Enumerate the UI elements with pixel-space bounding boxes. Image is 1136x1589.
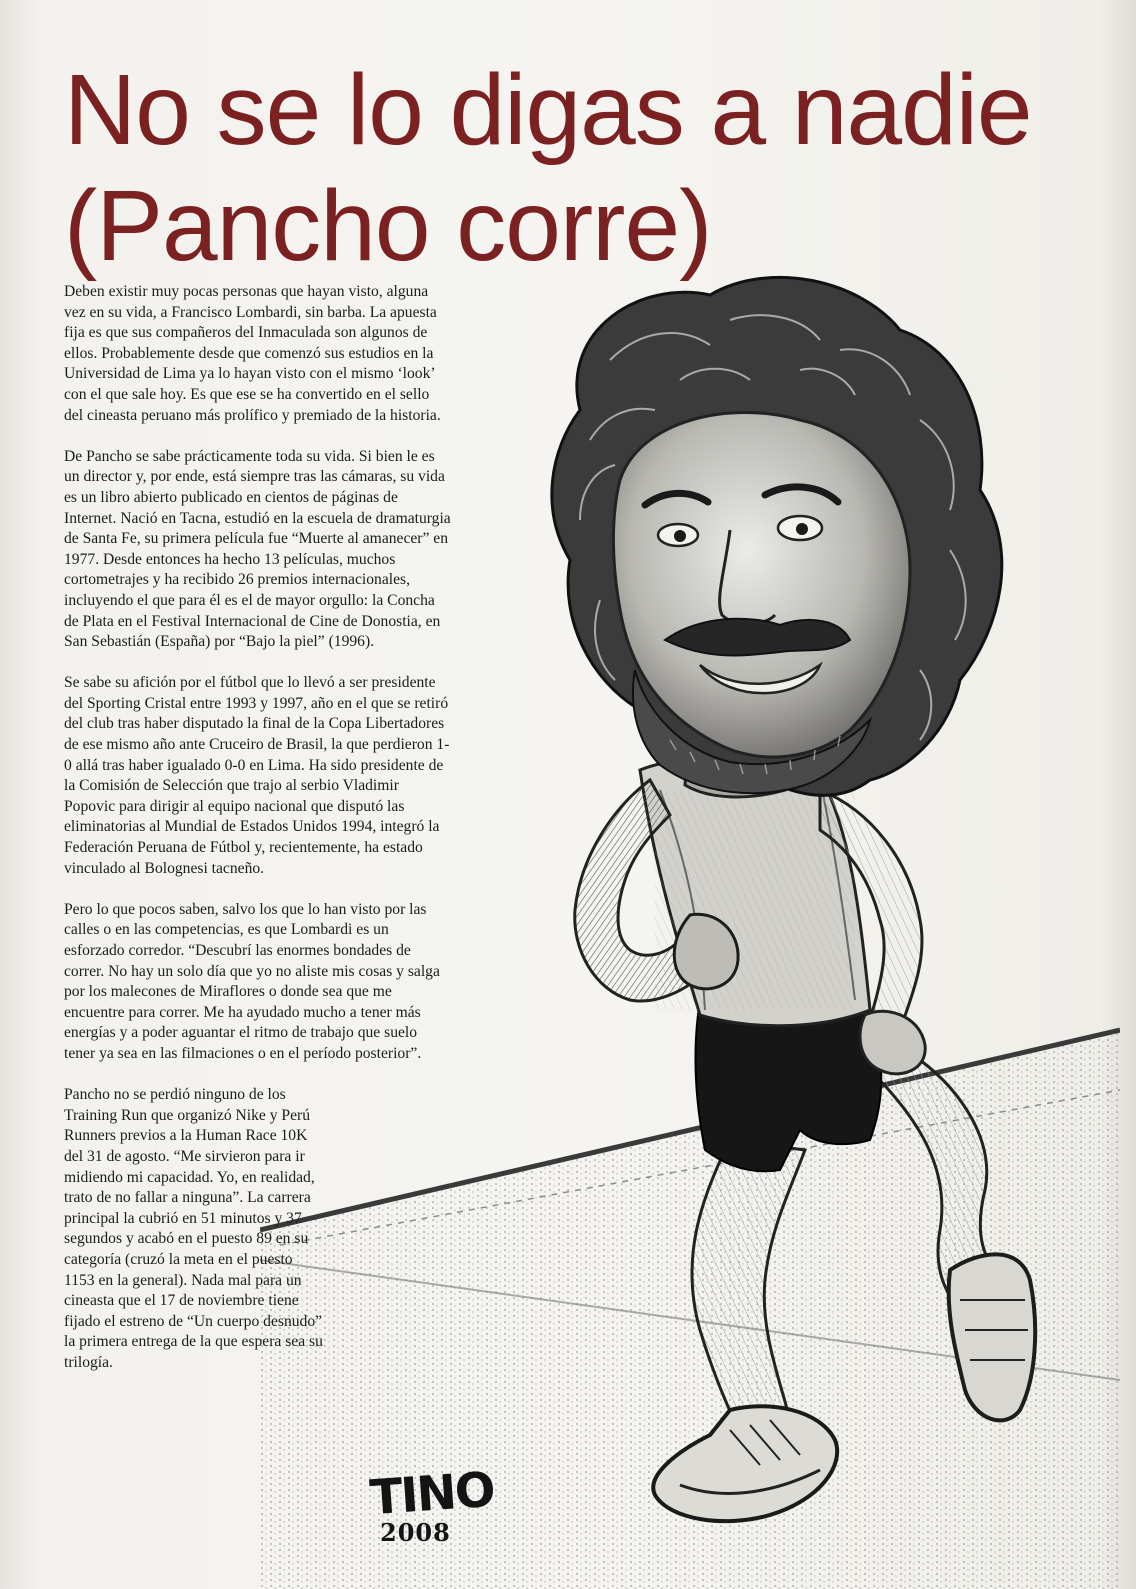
paragraph-biography: De Pancho se sabe prácticamente toda su vida. Si bien le es un director y, por ende, está siempre tras las cámaras, su vida es un libro abierto publicado en cientos de páginas de Internet. Nació en Tacna, estudió en la escuela de dramaturgia de Santa Fe, su primera película fue “Muerte al amanecer” en 1977. Desde entonces ha hecho 13 películas, muchos cortometrajes y ha recibido 26 premios internacionales, incluyendo el que para él es el de mayor orgullo: la Concha de Plata en el Festival Internacional de Cine de Donostia, en San Sebastián (España) por “Bajo la piel” (1996).: [64, 447, 451, 651]
signature-year: 2008: [380, 1518, 451, 1547]
paragraph-football: Se sabe su afición por el fútbol que lo llevó a ser presidente del Sporting Cristal entre 1993 y 1997, año en el que se retiró del club tras haber disputado la final de la Copa Libertadores de ese mismo año ante Cruceiro de Brasil, la que perdieron 1-0 allá tras haber igualado 0-0 en Lima. Ha sido presidente de la Comisión de Selección que trajo al serbio Vladimir Popovic para dirigir al equipo nacional que disputó las eliminatorias al Mundial de Estados Unidos 1994, integró la Federación Peruana de Fútbol y, recientemente, ha estado vinculado al Bolognesi tacneño.: [64, 674, 450, 877]
artist-signature: [368, 1461, 496, 1547]
paragraph-intro: Deben existir muy pocas personas que hayan visto, alguna vez en su vida, a Francisco Lombardi, sin barba. La apuesta fija es que sus compañeros del Inmaculada son algunos de ellos. Probablemente desde que comenzó sus estudios en la Universidad de Lima ya lo hayan visto con el mismo ‘look’ con el que sale hoy. Es que ese se ha convertido en el sello del cineasta peruano más prolífico y premiado de la historia.: [64, 283, 441, 424]
title-line-2: (Pancho corre): [64, 170, 712, 282]
article-body: [64, 282, 452, 1394]
article-title: [64, 52, 1104, 284]
paragraph-running: Pero lo que pocos saben, salvo los que lo han visto por las calles o en las competencias, es que Lombardi es un esforzado corredor. “Descubrí las enormes bondades de correr. No hay un solo día que yo no aliste mis cosas y salga por los malecones de Miraflores o donde sea que me encuentre para correr. Me ha ayudado mucho a tener más energías y a poder aguantar el ritmo de trabajo que suelo tener ya sea en las filmaciones o en el período posterior”.: [64, 900, 440, 1062]
title-line-1: No se lo digas a nadie: [64, 54, 1032, 166]
paragraph-race: Pancho no se perdió ninguno de los Training Run que organizó Nike y Perú Runners previos a la Human Race 10K del 31 de agosto. “Me sirvieron para ir midiendo mi capacidad. Yo, en realidad, trato de no fallar a ninguna”. La carrera principal la cubrió en 51 minutos y 37 segundos y acabó en el puesto 89 en su categoría (cruzó la meta en el puesto 1153 en la general). Nada mal para un cineasta que el 17 de noviembre tiene fijado el estreno de “Un cuerpo desnudo” la primera entrega de la que espera sea su trilogía.: [64, 1086, 323, 1371]
signature-name: TINO: [368, 1461, 496, 1527]
